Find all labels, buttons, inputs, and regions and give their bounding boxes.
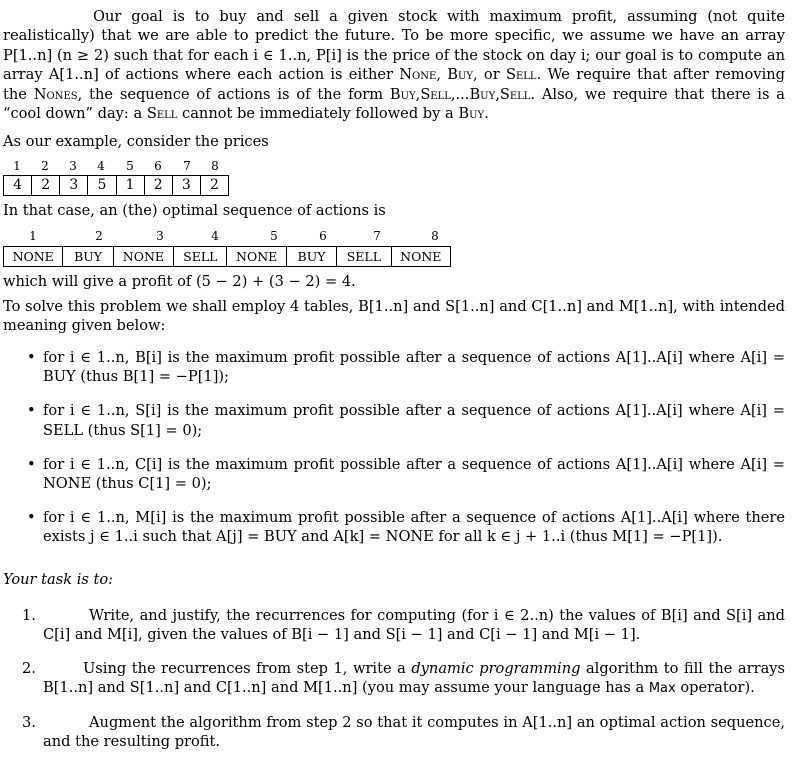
definition-item: • for i ∈ 1..n, M[i] is the maximum profit possible after a sequence of actions A[1]..A[i] where there exists j ∈ 1..i such that A[j] = BUY and A[k] = NONE for all k ∈ j + 1..i (thus M[1] = −P[1]).	[27, 508, 785, 546]
definition-item: • for i ∈ 1..n, S[i] is the maximum profit possible after a sequence of actions A[1]..A[i] where A[i] = SELL (thus S[1] = 0);	[27, 402, 785, 439]
price-row	[4, 176, 229, 196]
action-cell: NONE	[113, 247, 173, 267]
day-index: 6	[319, 229, 327, 243]
day-index: 7	[183, 159, 191, 173]
price-cell: 5	[88, 176, 116, 196]
task-list	[0, 606, 785, 765]
day-index: 4	[211, 229, 219, 243]
definitions-list	[0, 348, 785, 561]
action-cell: NONE	[4, 247, 63, 267]
day-index: 5	[126, 159, 134, 173]
price-day-index-row	[3, 157, 229, 173]
price-cell: 2	[32, 176, 60, 196]
intro-paragraph: Our goal is to buy and sell a given stock with maximum profit, assuming (not quite realistically) that we are able to predict the future. To be more specific, we assume we have an array P[1..n] (n ≥ 2) such that for each i ∈ 1..n, P[i] is the price of the stock on day i; our goal is to compute an array A[1..n] of actions where each action is either None, Buy, or Sell. We require that after removing the Nones, the sequence of actions is of the form Buy,Sell,...Buy,Sell. Also, we require that there is a “cool down” day: a Sell cannot be immediately followed by a Buy.	[3, 8, 785, 123]
price-cell: 2	[144, 176, 172, 196]
task-item: 2. Using the recurrences from step 1, write a dynamic programming algorithm to fill the arrays B[1..n] and S[1..n] and C[1..n] and M[1..n] (you may assume your language has a Max operator).	[22, 659, 786, 697]
day-index: 6	[154, 159, 162, 173]
example-lead: As our example, consider the prices	[3, 133, 269, 150]
action-cell: BUY	[63, 247, 113, 267]
task-item: 3. Augment the algorithm from step 2 so that it computes in A[1..n] an optimal action sequence, and the resulting profit.	[22, 713, 785, 751]
action-cell: SELL	[337, 247, 391, 267]
day-index: 7	[373, 229, 381, 243]
price-cell: 3	[60, 176, 88, 196]
tables-intro: To solve this problem we shall employ 4 tables, B[1..n] and S[1..n] and C[1..n] and M[1..n], with intended meaning given below:	[3, 298, 785, 335]
price-cell: 2	[200, 176, 228, 196]
day-index: 3	[69, 159, 77, 173]
action-table	[3, 246, 451, 267]
definition-item: • for i ∈ 1..n, C[i] is the maximum profit possible after a sequence of actions A[1]..A[i] where A[i] = NONE (thus C[1] = 0);	[27, 455, 785, 493]
day-index: 1	[29, 229, 37, 243]
definition-item: • for i ∈ 1..n, B[i] is the maximum profit possible after a sequence of actions A[1]..A[i] where A[i] = BUY (thus B[1] = −P[1]);	[27, 349, 785, 386]
day-index: 2	[41, 159, 49, 173]
price-cell: 3	[172, 176, 200, 196]
action-cell: NONE	[391, 247, 450, 267]
action-row	[4, 247, 451, 267]
day-index: 3	[156, 229, 164, 243]
day-index: 5	[270, 229, 278, 243]
day-index: 8	[431, 229, 439, 243]
optimal-lead: In that case, an (the) optimal sequence of actions is	[3, 202, 386, 219]
price-cell: 1	[116, 176, 144, 196]
bullet-dot-icon: •	[27, 349, 36, 366]
bullet-dot-icon: •	[27, 402, 36, 420]
action-cell: BUY	[286, 247, 336, 267]
task-heading: Your task is to:	[3, 571, 114, 588]
action-cell: NONE	[227, 247, 286, 267]
task-item: 1. Write, and justify, the recurrences for computing (for i ∈ 2..n) the values of B[i] and S[i] and C[i] and M[i], given the values of B[i − 1] and S[i − 1] and C[i − 1] and M[i − 1].	[22, 607, 785, 644]
bullet-dot-icon: •	[27, 455, 36, 473]
day-index: 1	[13, 159, 21, 173]
price-table	[3, 175, 229, 196]
day-index: 4	[97, 159, 105, 173]
profit-line: which will give a profit of (5 − 2) + (3 − 2) = 4.	[3, 273, 356, 290]
price-cell: 4	[4, 176, 32, 196]
action-day-index-row	[3, 227, 451, 243]
action-cell: SELL	[174, 247, 227, 267]
bullet-dot-icon: •	[27, 508, 36, 526]
day-index: 8	[211, 159, 219, 173]
day-index: 2	[95, 229, 103, 243]
